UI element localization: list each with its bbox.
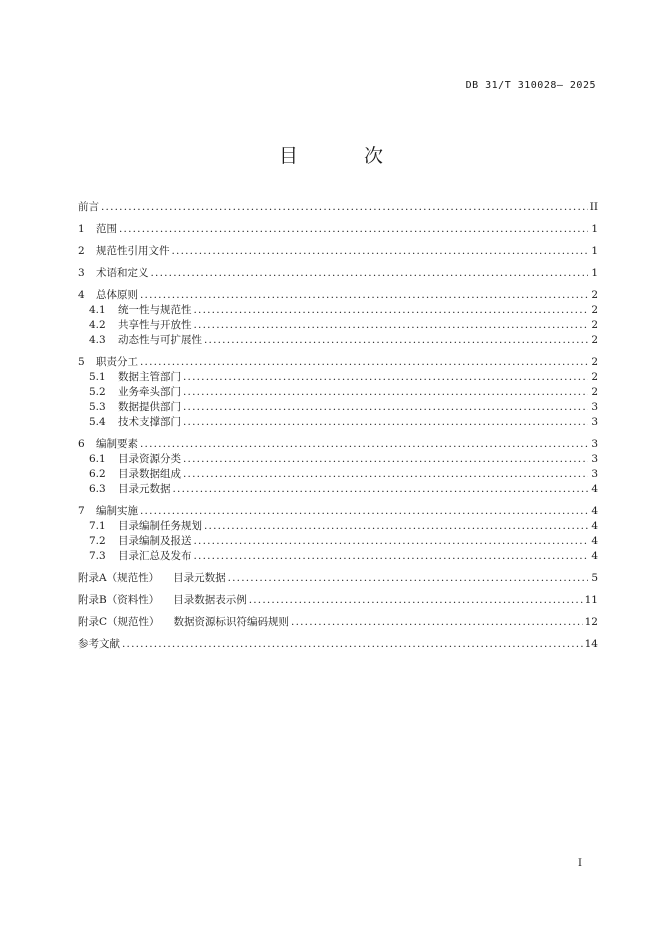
toc-entry-page: 2 — [591, 319, 598, 331]
toc-entry-page: 11 — [584, 594, 598, 606]
toc-entry[interactable] — [78, 222, 598, 237]
toc-entry-label: 参考文献 — [78, 638, 120, 650]
toc-leader-dots — [172, 244, 589, 259]
toc-entry-page: 4 — [591, 550, 598, 562]
toc-entry-number: 4 — [78, 289, 85, 301]
toc-leader-dots — [183, 385, 588, 400]
toc-entry[interactable] — [78, 415, 598, 430]
toc-entry-label: 目录汇总及发布 — [118, 550, 192, 562]
toc-entry[interactable] — [78, 266, 598, 281]
document-code: DB 31/T 310028— 2025 — [465, 80, 596, 91]
toc-entry-page: 2 — [591, 371, 598, 383]
toc-entry-page: 3 — [591, 438, 598, 450]
toc-leader-dots — [140, 355, 588, 370]
toc-entry-number: 7.1 — [89, 520, 106, 532]
toc-entry-page: 4 — [591, 505, 598, 517]
toc-entry-number: 6.1 — [89, 453, 106, 465]
toc-entry-number: 6.3 — [89, 483, 106, 495]
toc-entry-number: 7.2 — [89, 535, 106, 547]
table-of-contents — [78, 200, 598, 652]
toc-entry-page: 3 — [591, 468, 598, 480]
toc-entry-label: 范围 — [96, 223, 117, 235]
toc-entry-number: 4.1 — [89, 304, 106, 316]
toc-entry-page: 2 — [591, 334, 598, 346]
toc-entry-label: 编制实施 — [96, 505, 138, 517]
toc-entry-label: 目录数据组成 — [118, 468, 181, 480]
toc-entry-label: 业务牵头部门 — [118, 386, 181, 398]
toc-entry-number: 附录A（规范性） — [78, 572, 160, 584]
toc-entry-number: 7.3 — [89, 550, 106, 562]
toc-entry[interactable] — [78, 593, 598, 608]
toc-entry-label: 职责分工 — [96, 356, 138, 368]
toc-entry-number: 4.3 — [89, 334, 106, 346]
toc-entry-label: 数据主管部门 — [118, 371, 181, 383]
toc-entry-label: 数据资源标识符编码规则 — [173, 616, 290, 628]
toc-entry[interactable] — [78, 385, 598, 400]
toc-entry-number: 5.2 — [89, 386, 106, 398]
toc-leader-dots — [194, 549, 589, 564]
toc-entry-number: 6 — [78, 438, 85, 450]
toc-entry-number: 2 — [78, 245, 85, 257]
toc-entry-label: 总体原则 — [96, 289, 138, 301]
toc-entry[interactable] — [78, 519, 598, 534]
toc-entry-number: 6.2 — [89, 468, 106, 480]
toc-leader-dots — [291, 615, 583, 630]
toc-entry-page: 4 — [591, 483, 598, 495]
toc-entry[interactable] — [78, 400, 598, 415]
toc-entry-label: 共享性与开放性 — [118, 319, 192, 331]
toc-entry-page: 1 — [591, 223, 598, 235]
toc-entry-page: 2 — [591, 356, 598, 368]
toc-entry-label: 目录编制及报送 — [118, 535, 192, 547]
toc-entry-page: 3 — [591, 416, 598, 428]
toc-entry-page: 2 — [591, 386, 598, 398]
toc-entry-label: 目录编制任务规划 — [118, 520, 202, 532]
toc-entry-number: 3 — [78, 267, 85, 279]
toc-leader-dots — [151, 266, 589, 281]
toc-entry[interactable] — [78, 637, 598, 652]
toc-entry-page: 5 — [591, 572, 598, 584]
toc-entry-number: 7 — [78, 505, 85, 517]
toc-leader-dots — [183, 467, 588, 482]
toc-leader-dots — [183, 400, 588, 415]
toc-entry[interactable] — [78, 549, 598, 564]
toc-leader-dots — [204, 333, 588, 348]
toc-entry-number: 附录C（规范性） — [78, 616, 160, 628]
toc-entry-label: 数据提供部门 — [118, 401, 181, 413]
toc-entry-page: 2 — [591, 289, 598, 301]
toc-entry[interactable] — [78, 467, 598, 482]
toc-entry-label: 技术支撑部门 — [118, 416, 181, 428]
toc-entry[interactable] — [78, 437, 598, 452]
toc-entry-number: 附录B（资料性） — [78, 594, 160, 606]
toc-entry-number: 5.3 — [89, 401, 106, 413]
toc-entry-number: 4.2 — [89, 319, 106, 331]
toc-entry[interactable] — [78, 244, 598, 259]
toc-leader-dots — [204, 519, 588, 534]
toc-leader-dots — [140, 288, 588, 303]
toc-entry[interactable] — [78, 482, 598, 497]
toc-entry-page: II — [589, 201, 598, 213]
toc-leader-dots — [183, 452, 588, 467]
toc-entry[interactable] — [78, 534, 598, 549]
toc-entry-number: 1 — [78, 223, 85, 235]
toc-leader-dots — [140, 504, 588, 519]
toc-entry-label: 目录资源分类 — [118, 453, 181, 465]
toc-entry[interactable] — [78, 333, 598, 348]
toc-entry[interactable] — [78, 318, 598, 333]
toc-entry-page: 4 — [591, 535, 598, 547]
toc-entry-number: 5.1 — [89, 371, 106, 383]
toc-entry-number: 5.4 — [89, 416, 106, 428]
toc-leader-dots — [173, 482, 589, 497]
toc-entry-page: 3 — [591, 401, 598, 413]
toc-entry-label: 统一性与规范性 — [118, 304, 192, 316]
toc-entry-label: 目录数据表示例 — [173, 594, 247, 606]
toc-entry-page: 14 — [584, 638, 598, 650]
toc-entry-page: 1 — [591, 267, 598, 279]
toc-entry[interactable] — [78, 303, 598, 318]
toc-entry-label: 编制要素 — [96, 438, 138, 450]
toc-entry[interactable] — [78, 571, 598, 586]
toc-entry-label: 目录元数据 — [118, 483, 171, 495]
toc-entry[interactable] — [78, 288, 598, 303]
toc-entry[interactable] — [78, 370, 598, 385]
toc-leader-dots — [183, 370, 588, 385]
toc-entry-page: 2 — [591, 304, 598, 316]
toc-leader-dots — [194, 534, 589, 549]
toc-leader-dots — [228, 571, 588, 586]
toc-entry[interactable] — [78, 615, 598, 630]
toc-entry-label: 规范性引用文件 — [96, 245, 170, 257]
toc-entry[interactable] — [78, 504, 598, 519]
toc-entry[interactable] — [78, 452, 598, 467]
page-title: 目 次 — [278, 145, 414, 167]
toc-entry-page: 3 — [591, 453, 598, 465]
toc-leader-dots — [183, 415, 588, 430]
toc-entry[interactable] — [78, 200, 598, 215]
toc-entry-page: 1 — [591, 245, 598, 257]
toc-leader-dots — [194, 303, 589, 318]
toc-entry-label: 动态性与可扩展性 — [118, 334, 202, 346]
page-number: I — [578, 858, 582, 869]
toc-leader-dots — [101, 200, 588, 215]
toc-leader-dots — [249, 593, 583, 608]
toc-leader-dots — [119, 222, 588, 237]
toc-entry-label: 前言 — [78, 201, 99, 213]
toc-entry-label: 目录元数据 — [173, 572, 226, 584]
toc-entry-number: 5 — [78, 356, 85, 368]
toc-leader-dots — [140, 437, 588, 452]
toc-entry-page: 12 — [584, 616, 598, 628]
toc-entry-label: 术语和定义 — [96, 267, 149, 279]
toc-entry-page: 4 — [591, 520, 598, 532]
toc-leader-dots — [194, 318, 589, 333]
toc-entry[interactable] — [78, 355, 598, 370]
toc-leader-dots — [122, 637, 583, 652]
